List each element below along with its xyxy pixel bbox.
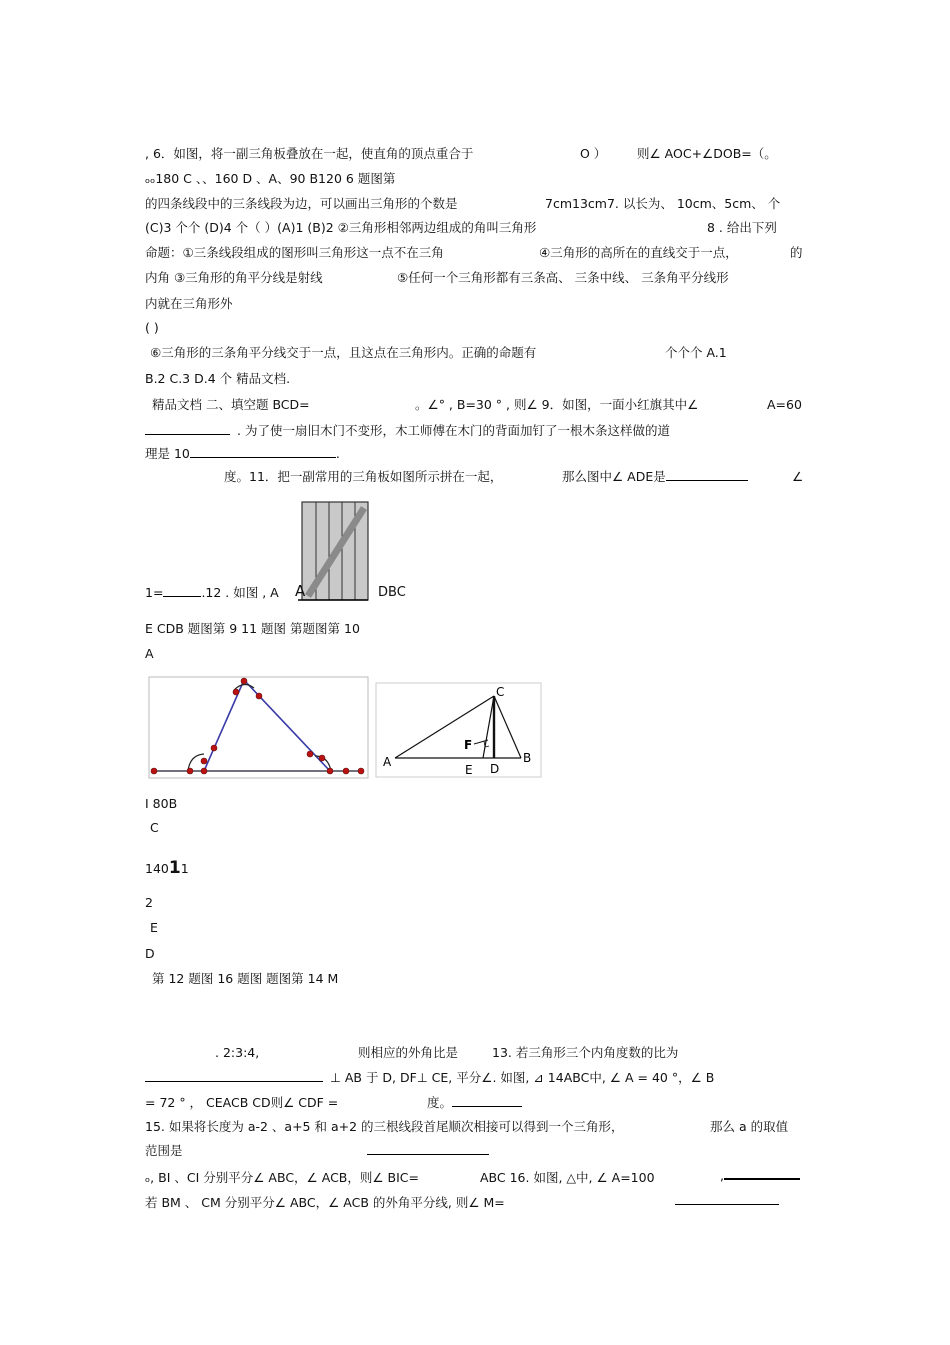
answer-blank[interactable] — [666, 480, 748, 481]
answer-blank[interactable] — [452, 1106, 522, 1107]
text-line — [720, 1168, 800, 1184]
text-line: O ） — [580, 146, 607, 161]
text-line: , 6．如图，将一副三角板叠放在一起，使直角的顶点重合于 — [145, 146, 474, 161]
text-line: 1= — [145, 585, 164, 600]
answer-blank[interactable] — [145, 434, 230, 435]
text-line: ₒ, BI 、CI 分别平分∠ ABC，∠ ACB，则∠ BIC= — [145, 1170, 420, 1185]
answer-blank[interactable] — [163, 596, 201, 597]
text-line: 1 — [180, 861, 189, 876]
text-line: . 为了使一扇旧木门不变形，木工师傅在木门的背面加钉了一根木条这样做的道 — [237, 423, 670, 438]
text-line: 范围是 — [145, 1143, 183, 1158]
text-line: 个个个 A.1 — [665, 345, 727, 360]
text-line: 命题：①三条线段组成的图形叫三角形这一点不在三角 — [145, 245, 444, 260]
text-line: 则∠ AOC+∠DOB=（。 — [637, 146, 777, 161]
text-line: A — [295, 582, 306, 600]
text-line: , — [720, 1168, 724, 1183]
answer-blank[interactable] — [367, 1154, 489, 1155]
text-line: DBC — [378, 585, 406, 600]
text-line: C — [150, 820, 159, 835]
text-line — [367, 1143, 489, 1159]
text-line: ∠ — [792, 469, 804, 484]
text-line — [145, 585, 279, 601]
text-line: .12 . 如图 , A — [201, 585, 279, 600]
text-line: A — [145, 646, 154, 661]
text-line — [562, 469, 748, 485]
text-line: ₒₒ180 C 、、160 D 、A、90 B120 6 题图第 — [145, 171, 396, 186]
text-line: 15. 如果将长度为 a-2 、a+5 和 a+2 的三根线段首尾顺次相接可以得到一个三角形， — [145, 1119, 624, 1134]
text-line: 7cm13cm7. 以长为、 10cm、5cm、 个 — [545, 196, 781, 211]
text-line: D — [145, 946, 155, 961]
answer-blank[interactable] — [724, 1178, 800, 1180]
text-line: 。∠° , B=30 ° , 则∠ 9．如图，一面小红旗其中∠ — [415, 397, 699, 412]
text-line: ④三角形的高所在的直线交于一点， — [539, 245, 738, 260]
text-line: 若 BM 、 CM 分别平分∠ ABC，∠ ACB 的外角平分线, 则∠ M= — [145, 1195, 505, 1210]
text-line: . — [335, 446, 340, 461]
label-a: A — [383, 755, 392, 769]
label-d: D — [490, 762, 500, 776]
text-line: 理是 10 — [145, 446, 190, 461]
text-line: 内就在三角形外 — [145, 296, 233, 311]
text-line: ABC 16. 如图, △中, ∠ A=100 — [480, 1170, 655, 1185]
door-figure — [298, 500, 372, 603]
text-line: 13. 若三角形三个内角度数的比为 — [492, 1045, 679, 1060]
text-line: 度。11．把一副常用的三角板如图所示拼在一起， — [224, 469, 503, 484]
text-line: I 80B — [145, 796, 178, 811]
text-line — [675, 1193, 779, 1209]
text-line: 1 — [168, 858, 181, 878]
text-line: 内角 ③三角形的角平分线是射线 — [145, 270, 323, 285]
text-line — [145, 446, 340, 462]
text-line: (C)3 个个 (D)4 个（ ）(A)1 (B)2 ②三角形相邻两边组成的角叫三角形 — [145, 220, 537, 235]
label-b: B — [523, 751, 532, 765]
text-line: 的 — [790, 245, 803, 260]
text-line: B.2 C.3 D.4 个 精品文档. — [145, 371, 291, 386]
text-line: 2 — [145, 895, 153, 910]
answer-blank[interactable] — [145, 1081, 323, 1082]
text-line: . 2:3:4, — [215, 1045, 260, 1060]
text-line: ( ) — [145, 320, 159, 335]
label-f: F — [464, 738, 473, 752]
text-line: = 72 ° ， CEACB CD则∠ CDF = — [145, 1095, 339, 1110]
text-line — [145, 423, 230, 439]
label-c: C — [496, 685, 505, 699]
text-line: 那么 a 的取值 — [710, 1119, 789, 1134]
text-line: E — [150, 920, 158, 935]
text-line: 那么图中∠ ADE是 — [562, 469, 666, 484]
triangle-angles-figure — [148, 676, 370, 780]
answer-blank[interactable] — [675, 1204, 779, 1205]
text-line: ⑤任何一个三角形都有三条高、 三条中线、 三条角平分线形 — [397, 270, 729, 285]
text-line: A=60 — [767, 397, 802, 412]
text-line: 第 12 题图 16 题图 题图第 14 M — [152, 971, 339, 986]
text-line — [145, 1070, 323, 1086]
text-line — [427, 1095, 522, 1111]
answer-blank[interactable] — [190, 457, 336, 458]
label-e: E — [465, 763, 473, 777]
text-line: 则相应的外角比是 — [358, 1045, 459, 1060]
text-line: 精品文档 二、填空题 BCD= — [152, 397, 310, 412]
text-line: ⑥三角形的三条角平分线交于一点，且这点在三角形内。正确的命题有 — [150, 345, 537, 360]
text-line — [145, 860, 189, 877]
text-line: 度。 — [427, 1095, 453, 1110]
text-line: 8 . 给出下列 — [707, 220, 777, 235]
triangle-cde-figure — [375, 682, 543, 779]
text-line: E CDB 题图第 9 11 题图 第题图第 10 — [145, 621, 360, 636]
text-line: 的四条线段中的三条线段为边，可以画出三角形的个数是 — [145, 196, 458, 211]
text-line: ⊥ AB 于 D, DF⊥ CE, 平分∠. 如图, ⊿ 14ABC中, ∠ A = 40 °，∠ B — [330, 1070, 715, 1085]
text-line: 140 — [145, 861, 169, 876]
